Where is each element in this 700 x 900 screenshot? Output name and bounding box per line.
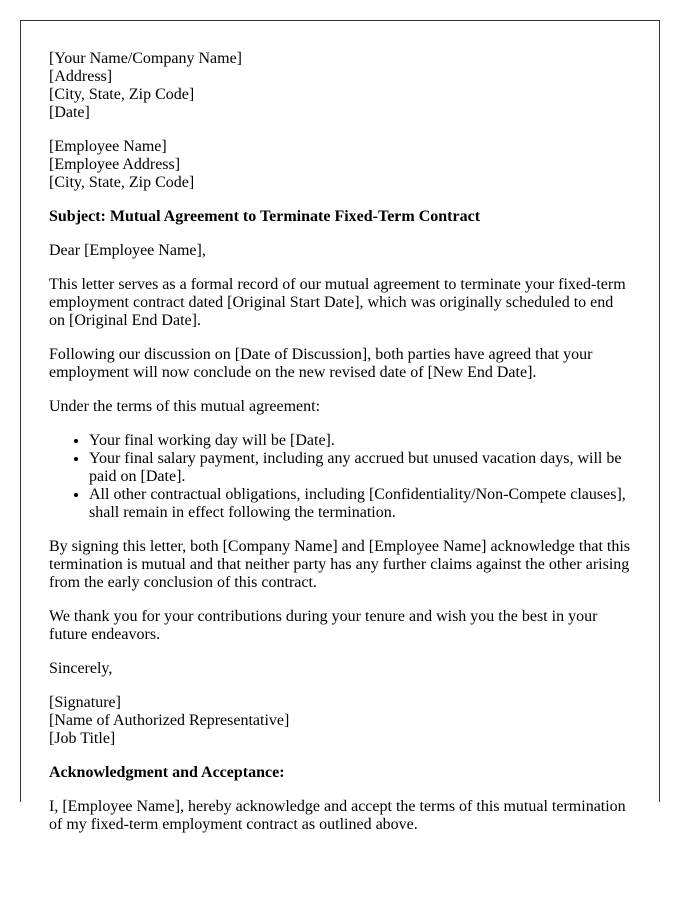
recipient-address: [Employee Address]	[49, 156, 181, 173]
recipient-name: [Employee Name]	[49, 138, 167, 155]
body-paragraph-2: Following our discussion on [Date of Discussion], both parties have agreed that your employment will now conclude on the new revised date of [New End Date].	[49, 346, 593, 381]
signature-block	[49, 694, 631, 748]
representative-name: [Name of Authorized Representative]	[49, 712, 290, 729]
subject-line: Subject: Mutual Agreement to Terminate Fixed-Term Contract	[49, 208, 481, 225]
sender-name: [Your Name/Company Name]	[49, 50, 243, 67]
terms-list-item: • Your final working day will be [Date].	[89, 432, 631, 450]
recipient-city-state-zip: [City, State, Zip Code]	[49, 174, 195, 191]
recipient-address-block	[49, 138, 631, 192]
terms-list-item: • All other contractual obligations, including [Confidentiality/Non-Compete clauses], shall remain in effect following the termination.	[89, 486, 631, 522]
closing-paragraph-2: We thank you for your contributions during your tenure and wish you the best in your future endeavors.	[49, 608, 598, 643]
letter-date: [Date]	[49, 104, 90, 121]
body-paragraph-3: Under the terms of this mutual agreement:	[49, 398, 321, 415]
sign-off: Sincerely,	[49, 660, 113, 677]
sender-address: [Address]	[49, 68, 113, 85]
salutation: Dear [Employee Name],	[49, 242, 206, 259]
representative-title: [Job Title]	[49, 730, 116, 747]
terms-list	[49, 432, 631, 522]
letter-page	[20, 20, 660, 833]
acknowledgment-heading: Acknowledgment and Acceptance:	[49, 764, 285, 781]
acknowledgment-text: I, [Employee Name], hereby acknowledge and accept the terms of this mutual termination of my fixed-term employment contract as outlined above.	[49, 798, 626, 833]
signature-placeholder: [Signature]	[49, 694, 121, 711]
sender-address-block	[49, 50, 631, 122]
terms-list-item: • Your final salary payment, including any accrued but unused vacation days, will be paid on [Date].	[89, 450, 631, 486]
body-paragraph-1: This letter serves as a formal record of our mutual agreement to terminate your fixed-term employment contract dated [Original Start Date], which was originally scheduled to end on [Original End Date].	[49, 276, 626, 329]
sender-city-state-zip: [City, State, Zip Code]	[49, 86, 195, 103]
closing-paragraph-1: By signing this letter, both [Company Name] and [Employee Name] acknowledge that this termination is mutual and that neither party has any further claims against the other arising from the early conclusion of this contract.	[49, 538, 630, 591]
